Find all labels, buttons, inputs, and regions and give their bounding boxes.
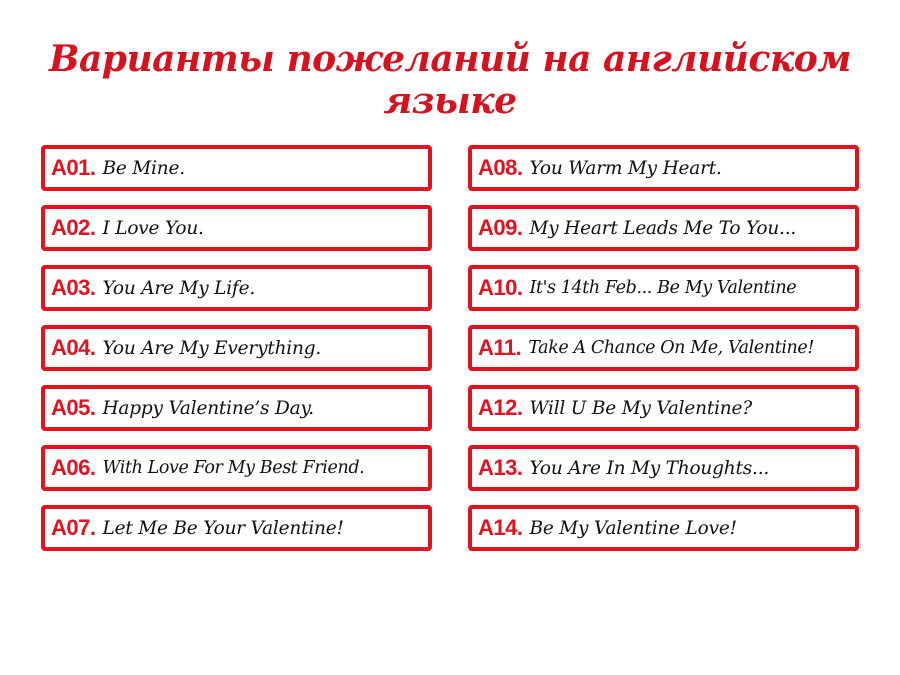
wish-text: You Are My Everything. bbox=[102, 337, 322, 359]
wish-text: I Love You. bbox=[102, 217, 204, 239]
wish-card-a11 bbox=[468, 325, 859, 371]
page-title: Варианты пожеланий на английском языке bbox=[49, 38, 851, 122]
wish-card-a10 bbox=[468, 265, 859, 311]
wish-code: A01. bbox=[51, 155, 96, 180]
wish-card-a13 bbox=[468, 445, 859, 491]
wish-code: A07. bbox=[51, 515, 96, 540]
wish-code: A06. bbox=[51, 455, 96, 480]
wish-card-a07 bbox=[41, 505, 432, 551]
wish-text: You Are My Life. bbox=[102, 277, 256, 299]
wish-text: Take A Chance On Me, Valentine! bbox=[528, 338, 814, 358]
wish-card-a14 bbox=[468, 505, 859, 551]
wish-code: A02. bbox=[51, 215, 96, 240]
wish-card-a09 bbox=[468, 205, 859, 251]
wish-text: Be Mine. bbox=[102, 157, 185, 179]
wish-card-a12 bbox=[468, 385, 859, 431]
wish-card-a04 bbox=[41, 325, 432, 371]
wishes-grid bbox=[41, 145, 859, 551]
wish-code: A09. bbox=[478, 215, 523, 240]
wish-code: A13. bbox=[478, 455, 523, 480]
wish-card-a03 bbox=[41, 265, 432, 311]
wish-text: Let Me Be Your Valentine! bbox=[102, 517, 344, 539]
wish-card-a05 bbox=[41, 385, 432, 431]
wish-text: Be My Valentine Love! bbox=[529, 517, 737, 539]
wish-code: A03. bbox=[51, 275, 96, 300]
wish-card-a06 bbox=[41, 445, 432, 491]
wish-card-a08 bbox=[468, 145, 859, 191]
wish-text: You Are In My Thoughts... bbox=[529, 457, 770, 479]
wish-code: A11. bbox=[478, 335, 522, 360]
wish-code: A05. bbox=[51, 395, 96, 420]
wish-text: With Love For My Best Friend. bbox=[102, 458, 365, 478]
wish-code: A12. bbox=[478, 395, 523, 420]
wish-code: A14. bbox=[478, 515, 523, 540]
wish-text: Happy Valentine’s Day. bbox=[102, 397, 314, 419]
wish-card-a01 bbox=[41, 145, 432, 191]
wish-code: A08. bbox=[478, 155, 523, 180]
wish-text: You Warm My Heart. bbox=[529, 157, 722, 179]
wish-code: A10. bbox=[478, 275, 523, 300]
wish-text: Will U Be My Valentine? bbox=[529, 397, 752, 419]
wish-code: A04. bbox=[51, 335, 96, 360]
wish-text: My Heart Leads Me To You... bbox=[529, 217, 797, 239]
wish-card-a02 bbox=[41, 205, 432, 251]
wish-text: It's 14th Feb... Be My Valentine bbox=[529, 278, 797, 298]
